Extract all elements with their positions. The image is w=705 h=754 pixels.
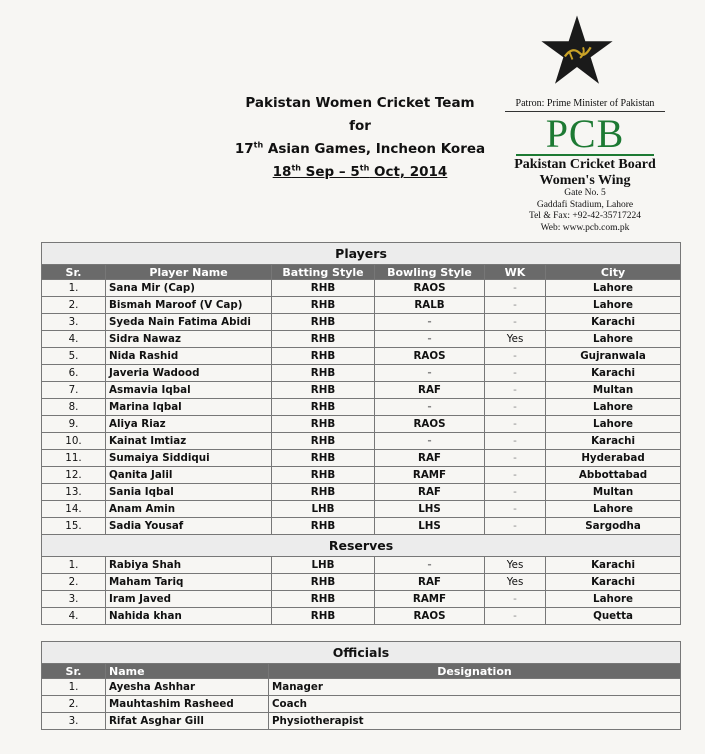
official-row bbox=[42, 679, 681, 696]
player-row bbox=[42, 484, 681, 501]
cell-wk: - bbox=[485, 484, 546, 501]
cell-player-name: Marina Iqbal bbox=[106, 399, 272, 416]
col-player-name: Player Name bbox=[106, 265, 272, 280]
player-row bbox=[42, 331, 681, 348]
cell-wk: - bbox=[485, 382, 546, 399]
cell-city: Karachi bbox=[546, 365, 681, 382]
cell-wk: - bbox=[485, 467, 546, 484]
cell-batting-style: RHB bbox=[272, 518, 375, 535]
player-row bbox=[42, 450, 681, 467]
cell-sr: 7. bbox=[42, 382, 106, 399]
officials-table bbox=[41, 641, 681, 730]
player-row bbox=[42, 314, 681, 331]
cell-city: Gujranwala bbox=[546, 348, 681, 365]
cell-batting-style: LHB bbox=[272, 557, 375, 574]
officials-section-header: Officials bbox=[42, 642, 681, 664]
cell-bowling-style: RAF bbox=[375, 574, 485, 591]
player-row bbox=[42, 399, 681, 416]
wing-name: Women's Wing bbox=[539, 173, 631, 188]
cell-sr: 8. bbox=[42, 399, 106, 416]
players-section-header: Players bbox=[42, 243, 681, 265]
cell-batting-style: RHB bbox=[272, 591, 375, 608]
cell-sr: 3. bbox=[42, 591, 106, 608]
cell-bowling-style: - bbox=[375, 433, 485, 450]
cell-wk: - bbox=[485, 450, 546, 467]
title-line-event: 17th Asian Games, Incheon Korea bbox=[234, 140, 486, 157]
reserve-row bbox=[42, 574, 681, 591]
player-row bbox=[42, 518, 681, 535]
cell-batting-style: RHB bbox=[272, 314, 375, 331]
col-city: City bbox=[546, 265, 681, 280]
cell-sr: 3. bbox=[42, 713, 106, 730]
patron-line: Patron: Prime Minister of Pakistan bbox=[505, 98, 665, 112]
cell-wk: Yes bbox=[485, 331, 546, 348]
player-row bbox=[42, 382, 681, 399]
cell-designation: Physiotherapist bbox=[269, 713, 681, 730]
cell-city: Quetta bbox=[546, 608, 681, 625]
cell-city: Lahore bbox=[546, 280, 681, 297]
cell-wk: - bbox=[485, 591, 546, 608]
cell-city: Lahore bbox=[546, 501, 681, 518]
cell-bowling-style: RAF bbox=[375, 450, 485, 467]
cell-player-name: Maham Tariq bbox=[106, 574, 272, 591]
cell-city: Karachi bbox=[546, 433, 681, 450]
cell-sr: 12. bbox=[42, 467, 106, 484]
cell-wk: - bbox=[485, 416, 546, 433]
cell-wk: - bbox=[485, 433, 546, 450]
cell-bowling-style: RAOS bbox=[375, 348, 485, 365]
cell-bowling-style: RAOS bbox=[375, 280, 485, 297]
reserves-section-header: Reserves bbox=[42, 535, 681, 557]
pcb-letterhead bbox=[500, 98, 670, 234]
cell-wk: - bbox=[485, 399, 546, 416]
title-line-for: for bbox=[349, 118, 371, 134]
cell-batting-style: LHB bbox=[272, 501, 375, 518]
cell-sr: 9. bbox=[42, 416, 106, 433]
cell-player-name: Bismah Maroof (V Cap) bbox=[106, 297, 272, 314]
reserve-row bbox=[42, 608, 681, 625]
cell-sr: 1. bbox=[42, 557, 106, 574]
cell-batting-style: RHB bbox=[272, 365, 375, 382]
cell-bowling-style: - bbox=[375, 331, 485, 348]
address-gate: Gate No. 5 bbox=[564, 188, 606, 198]
player-row bbox=[42, 365, 681, 382]
cell-player-name: Sania Iqbal bbox=[106, 484, 272, 501]
cell-sr: 3. bbox=[42, 314, 106, 331]
cell-wk: - bbox=[485, 518, 546, 535]
cell-batting-style: RHB bbox=[272, 416, 375, 433]
cell-city: Sargodha bbox=[546, 518, 681, 535]
cell-player-name: Rabiya Shah bbox=[106, 557, 272, 574]
col-sr: Sr. bbox=[42, 664, 106, 679]
title-line-dates: 18th Sep – 5th Oct, 2014 bbox=[272, 163, 448, 180]
cell-sr: 10. bbox=[42, 433, 106, 450]
cell-wk: - bbox=[485, 314, 546, 331]
cell-city: Lahore bbox=[546, 591, 681, 608]
player-row bbox=[42, 297, 681, 314]
cell-sr: 13. bbox=[42, 484, 106, 501]
col-designation: Designation bbox=[269, 664, 681, 679]
cell-name: Ayesha Ashhar bbox=[106, 679, 269, 696]
col-sr: Sr. bbox=[42, 265, 106, 280]
cell-wk: - bbox=[485, 297, 546, 314]
cell-city: Karachi bbox=[546, 557, 681, 574]
cell-bowling-style: - bbox=[375, 399, 485, 416]
pcb-star-crest-icon bbox=[538, 14, 616, 86]
cell-city: Abbottabad bbox=[546, 467, 681, 484]
cell-sr: 14. bbox=[42, 501, 106, 518]
player-row bbox=[42, 501, 681, 518]
cell-player-name: Sadia Yousaf bbox=[106, 518, 272, 535]
cell-bowling-style: LHS bbox=[375, 518, 485, 535]
official-row bbox=[42, 696, 681, 713]
contact-phone: Tel & Fax: +92-42-35717224 bbox=[528, 211, 642, 221]
cell-player-name: Iram Javed bbox=[106, 591, 272, 608]
cell-name: Rifat Asghar Gill bbox=[106, 713, 269, 730]
cell-city: Lahore bbox=[546, 331, 681, 348]
cell-sr: 4. bbox=[42, 608, 106, 625]
officials-column-headers bbox=[42, 664, 681, 679]
cell-designation: Coach bbox=[269, 696, 681, 713]
cell-batting-style: RHB bbox=[272, 348, 375, 365]
cell-player-name: Kainat Imtiaz bbox=[106, 433, 272, 450]
cell-batting-style: RHB bbox=[272, 297, 375, 314]
cell-city: Lahore bbox=[546, 297, 681, 314]
cell-bowling-style: RAOS bbox=[375, 416, 485, 433]
cell-bowling-style: - bbox=[375, 557, 485, 574]
cell-bowling-style: RAMF bbox=[375, 467, 485, 484]
cell-batting-style: RHB bbox=[272, 280, 375, 297]
cell-player-name: Qanita Jalil bbox=[106, 467, 272, 484]
cell-city: Karachi bbox=[546, 574, 681, 591]
cell-city: Lahore bbox=[546, 399, 681, 416]
cell-batting-style: RHB bbox=[272, 433, 375, 450]
cell-bowling-style: RAF bbox=[375, 382, 485, 399]
col-name: Name bbox=[106, 664, 269, 679]
board-name: Pakistan Cricket Board bbox=[514, 157, 656, 172]
player-row bbox=[42, 467, 681, 484]
cell-batting-style: RHB bbox=[272, 608, 375, 625]
cell-player-name: Anam Amin bbox=[106, 501, 272, 518]
players-column-headers bbox=[42, 265, 681, 280]
cell-sr: 4. bbox=[42, 331, 106, 348]
cell-sr: 6. bbox=[42, 365, 106, 382]
cell-batting-style: RHB bbox=[272, 484, 375, 501]
cell-player-name: Javeria Wadood bbox=[106, 365, 272, 382]
cell-sr: 5. bbox=[42, 348, 106, 365]
player-row bbox=[42, 416, 681, 433]
cell-wk: - bbox=[485, 365, 546, 382]
cell-bowling-style: RAMF bbox=[375, 591, 485, 608]
cell-sr: 1. bbox=[42, 679, 106, 696]
col-wk: WK bbox=[485, 265, 546, 280]
cell-bowling-style: RAF bbox=[375, 484, 485, 501]
cell-sr: 2. bbox=[42, 574, 106, 591]
cell-bowling-style: RAOS bbox=[375, 608, 485, 625]
player-row bbox=[42, 433, 681, 450]
cell-sr: 1. bbox=[42, 280, 106, 297]
cell-player-name: Nida Rashid bbox=[106, 348, 272, 365]
cell-wk: - bbox=[485, 501, 546, 518]
cell-bowling-style: RALB bbox=[375, 297, 485, 314]
cell-wk: - bbox=[485, 348, 546, 365]
cell-batting-style: RHB bbox=[272, 331, 375, 348]
title-line-team: Pakistan Women Cricket Team bbox=[245, 95, 475, 111]
cell-city: Karachi bbox=[546, 314, 681, 331]
cell-bowling-style: - bbox=[375, 365, 485, 382]
pcb-logo: PCB bbox=[516, 114, 654, 156]
squad-table bbox=[41, 242, 681, 625]
address-stadium: Gaddafi Stadium, Lahore bbox=[536, 199, 634, 210]
contact-web: Web: www.pcb.com.pk bbox=[540, 222, 630, 233]
col-bowling-style: Bowling Style bbox=[375, 265, 485, 280]
cell-city: Multan bbox=[546, 382, 681, 399]
cell-player-name: Aliya Riaz bbox=[106, 416, 272, 433]
cell-sr: 15. bbox=[42, 518, 106, 535]
cell-wk: - bbox=[485, 608, 546, 625]
cell-batting-style: RHB bbox=[272, 467, 375, 484]
cell-player-name: Sana Mir (Cap) bbox=[106, 280, 272, 297]
official-row bbox=[42, 713, 681, 730]
cell-bowling-style: LHS bbox=[375, 501, 485, 518]
cell-city: Lahore bbox=[546, 416, 681, 433]
cell-player-name: Asmavia Iqbal bbox=[106, 382, 272, 399]
reserve-row bbox=[42, 591, 681, 608]
cell-player-name: Sidra Nawaz bbox=[106, 331, 272, 348]
cell-batting-style: RHB bbox=[272, 574, 375, 591]
cell-designation: Manager bbox=[269, 679, 681, 696]
cell-wk: Yes bbox=[485, 574, 546, 591]
cell-bowling-style: - bbox=[375, 314, 485, 331]
cell-name: Mauhtashim Rasheed bbox=[106, 696, 269, 713]
cell-sr: 2. bbox=[42, 297, 106, 314]
cell-batting-style: RHB bbox=[272, 450, 375, 467]
player-row bbox=[42, 348, 681, 365]
cell-wk: - bbox=[485, 280, 546, 297]
cell-city: Multan bbox=[546, 484, 681, 501]
cell-sr: 11. bbox=[42, 450, 106, 467]
cell-player-name: Nahida khan bbox=[106, 608, 272, 625]
document-title bbox=[230, 92, 490, 184]
cell-sr: 2. bbox=[42, 696, 106, 713]
col-batting-style: Batting Style bbox=[272, 265, 375, 280]
player-row bbox=[42, 280, 681, 297]
cell-batting-style: RHB bbox=[272, 399, 375, 416]
cell-batting-style: RHB bbox=[272, 382, 375, 399]
cell-player-name: Sumaiya Siddiqui bbox=[106, 450, 272, 467]
cell-city: Hyderabad bbox=[546, 450, 681, 467]
cell-player-name: Syeda Nain Fatima Abidi bbox=[106, 314, 272, 331]
cell-wk: Yes bbox=[485, 557, 546, 574]
reserve-row bbox=[42, 557, 681, 574]
